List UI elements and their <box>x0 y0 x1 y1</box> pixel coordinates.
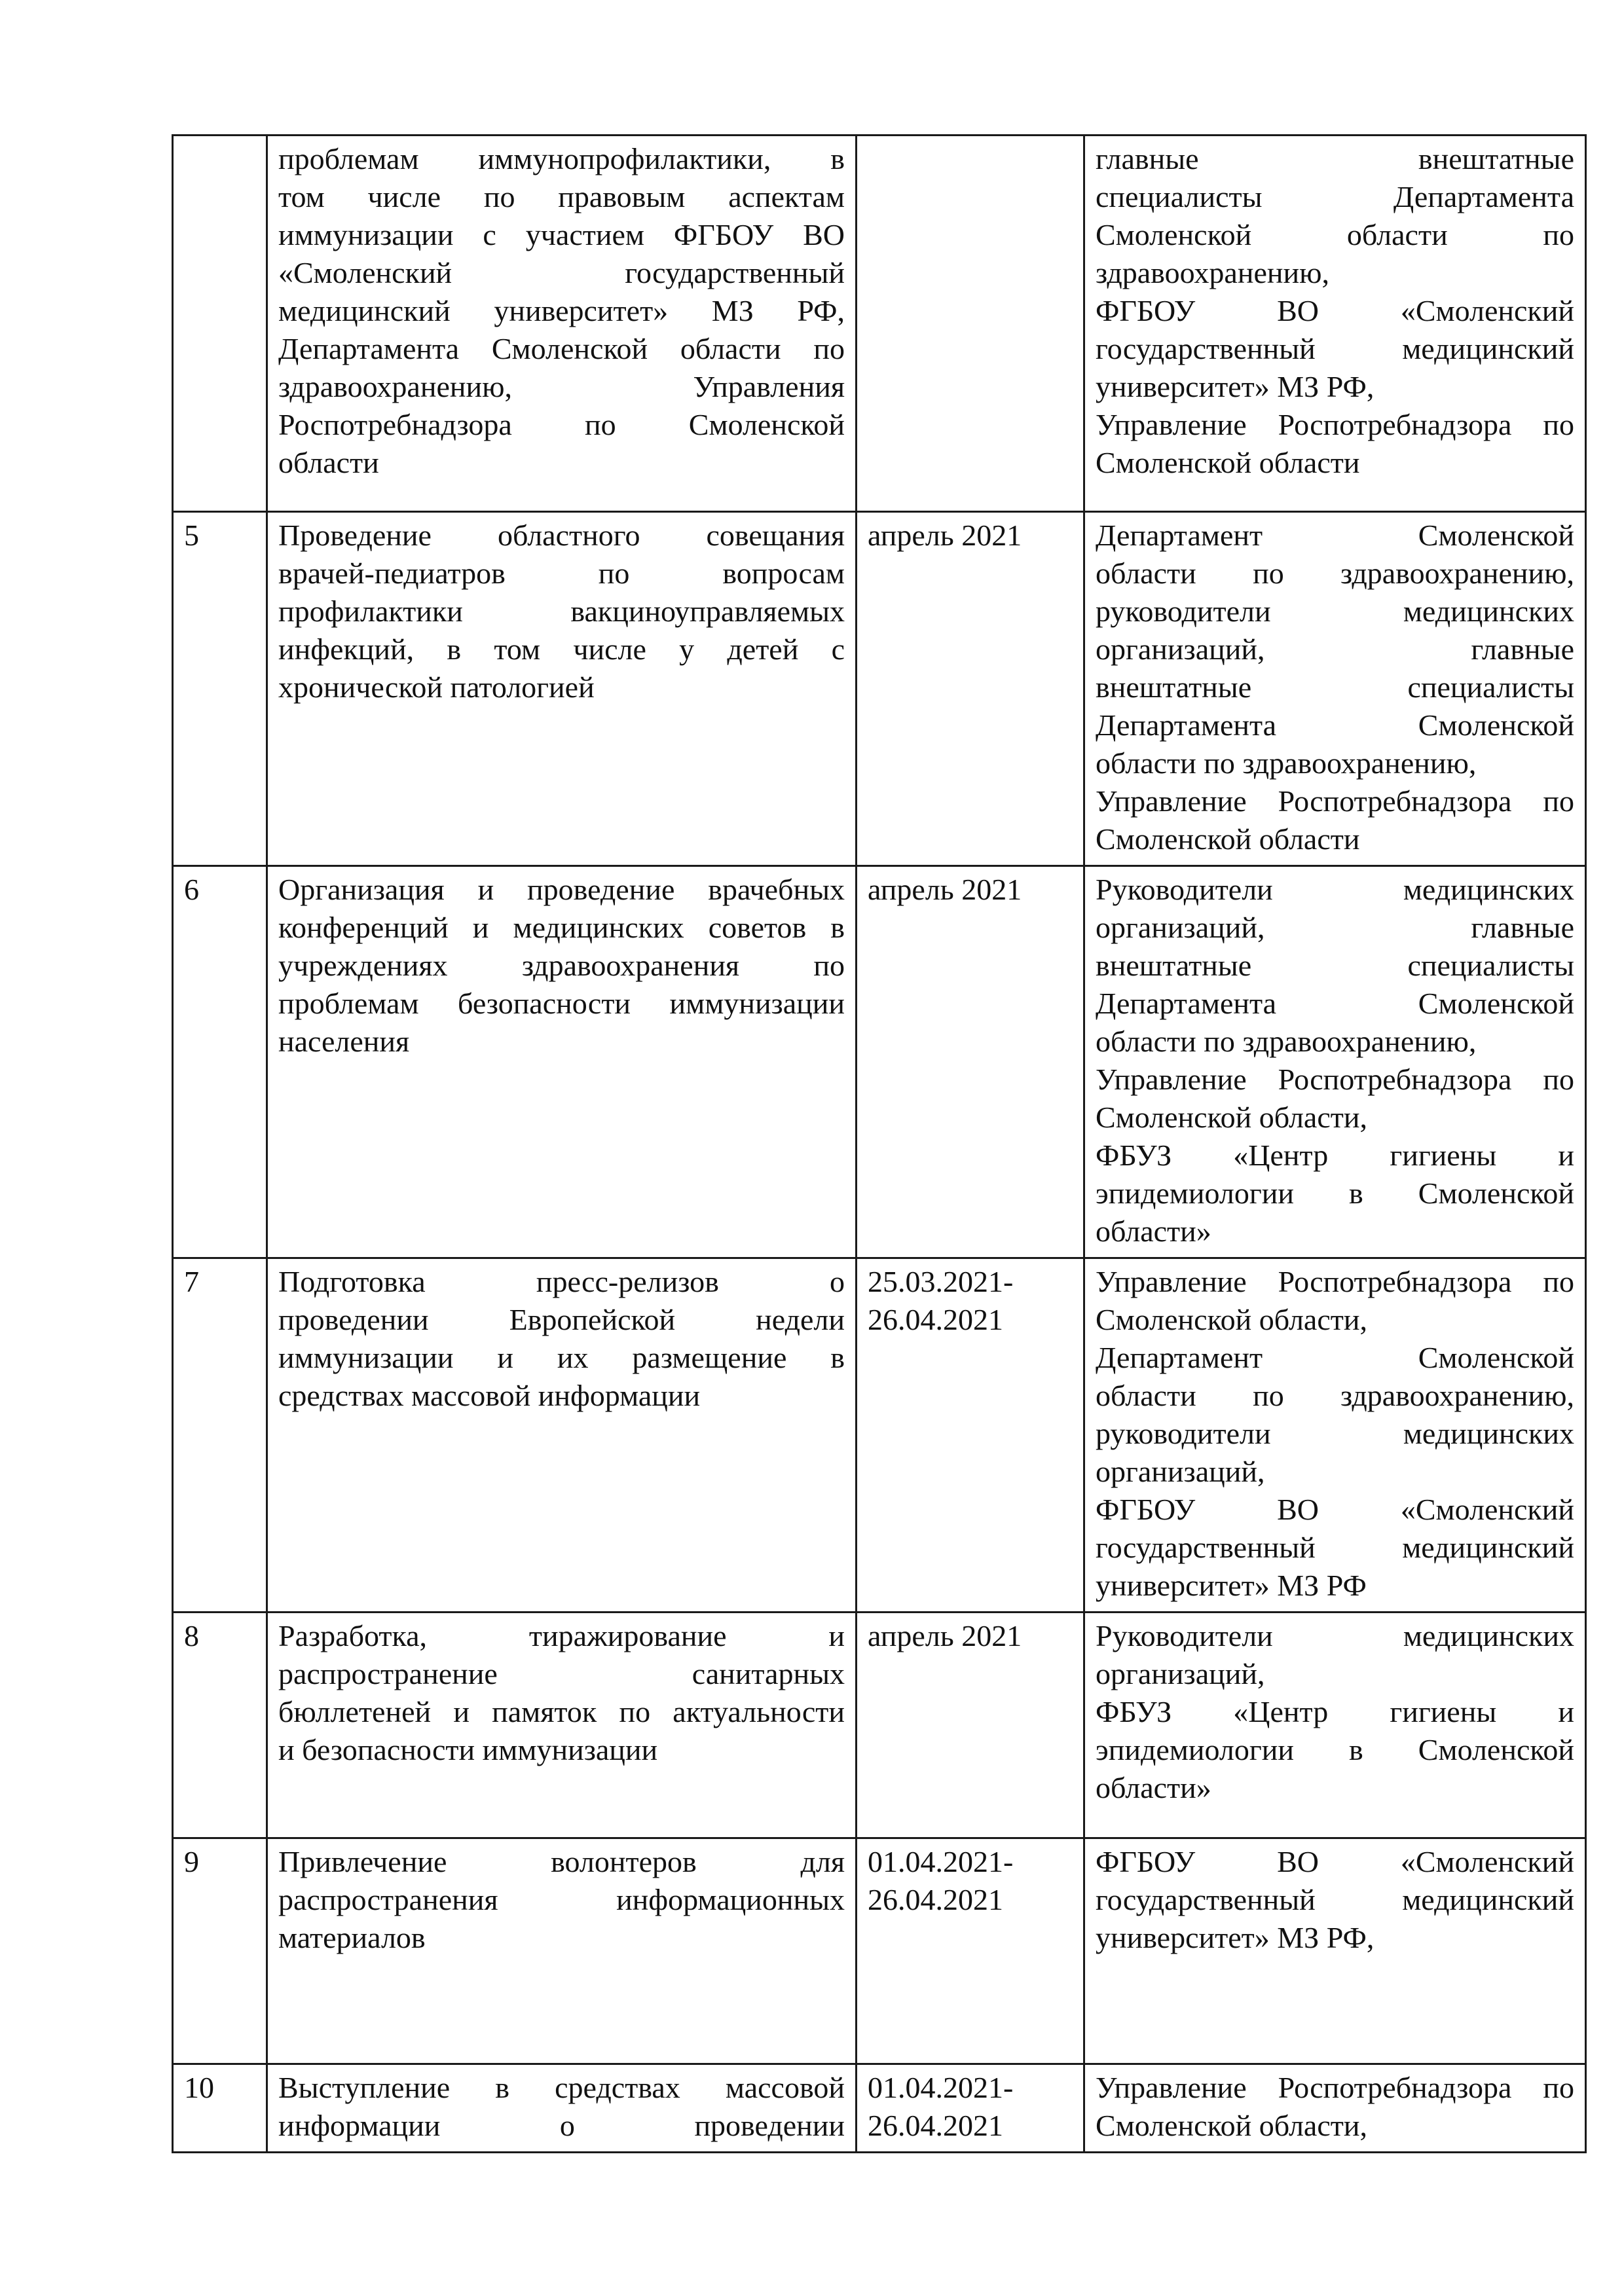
activity-line: Проведение областного совещания <box>278 519 845 552</box>
activity-line: инфекций, в том числе у детей с <box>278 632 845 666</box>
responsible-line: организаций, главные <box>1096 911 1574 944</box>
responsible-line: университет» МЗ РФ, <box>1096 1921 1375 1954</box>
responsible-line: Управление Роспотребнадзора по <box>1096 784 1574 818</box>
date-line: апрель 2021 <box>868 873 1022 906</box>
table-row <box>173 1838 1586 2064</box>
activity-cell <box>267 512 857 866</box>
activity-cell <box>267 136 857 512</box>
responsible-line: области» <box>1096 1214 1211 1248</box>
date-cell <box>857 2064 1084 2153</box>
responsible-line: области» <box>1096 1771 1211 1804</box>
responsible-line: здравоохранению, <box>1096 256 1329 289</box>
responsible-line: Управление Роспотребнадзора по <box>1096 1265 1574 1298</box>
responsible-cell <box>1084 2064 1586 2153</box>
responsible-line: Руководители медицинских <box>1096 1619 1574 1652</box>
responsible-line: области по здравоохранению, <box>1096 1379 1574 1412</box>
row-number: 6 <box>173 866 267 1258</box>
activity-line: области <box>278 446 379 479</box>
activity-line: хронической патологией <box>278 670 595 704</box>
responsible-line: организаций, <box>1096 1657 1265 1690</box>
responsible-line: Смоленской области, <box>1096 1101 1367 1134</box>
responsible-cell <box>1084 512 1586 866</box>
responsible-line: государственный медицинский <box>1096 332 1574 365</box>
row-number: 5 <box>173 512 267 866</box>
responsible-line: Смоленской области <box>1096 446 1360 479</box>
activity-line: том числе по правовым аспектам <box>278 180 845 213</box>
responsible-line: Смоленской области по <box>1096 218 1574 251</box>
activity-line: Подготовка пресс-релизов о <box>278 1265 845 1298</box>
activity-line: средствах массовой информации <box>278 1379 701 1412</box>
activity-line: населения <box>278 1025 410 1058</box>
activity-line: и безопасности иммунизации <box>278 1733 658 1766</box>
responsible-line: эпидемиологии в Смоленской <box>1096 1176 1574 1210</box>
responsible-line: эпидемиологии в Смоленской <box>1096 1733 1574 1766</box>
table-row <box>173 1258 1586 1613</box>
responsible-line: руководители медицинских <box>1096 594 1574 628</box>
date-cell <box>857 1258 1084 1613</box>
responsible-line: области по здравоохранению, <box>1096 556 1574 590</box>
date-cell <box>857 512 1084 866</box>
responsible-line: Департамента Смоленской <box>1096 708 1574 742</box>
table-row <box>173 866 1586 1258</box>
date-line: апрель 2021 <box>868 1619 1022 1652</box>
table-row <box>173 2064 1586 2153</box>
activity-line: иммунизации с участием ФГБОУ ВО <box>278 218 845 251</box>
responsible-line: государственный медицинский <box>1096 1531 1574 1564</box>
responsible-line: внештатные специалисты <box>1096 670 1574 704</box>
activity-cell <box>267 1613 857 1838</box>
date-line: 01.04.2021- <box>868 1845 1014 1878</box>
responsible-line: внештатные специалисты <box>1096 949 1574 982</box>
responsible-line: организаций, главные <box>1096 632 1574 666</box>
date-line: 01.04.2021- <box>868 2071 1014 2104</box>
responsible-cell <box>1084 1258 1586 1613</box>
responsible-cell <box>1084 866 1586 1258</box>
responsible-line: специалисты Департамента <box>1096 180 1574 213</box>
activity-line: Привлечение волонтеров для <box>278 1845 845 1878</box>
date-line: 26.04.2021 <box>868 1303 1003 1336</box>
activity-line: материалов <box>278 1921 426 1954</box>
activity-line: иммунизации и их размещение в <box>278 1341 845 1374</box>
activity-line: Роспотребнадзора по Смоленской <box>278 408 845 441</box>
table-row <box>173 512 1586 866</box>
table-row <box>173 136 1586 512</box>
date-line: 26.04.2021 <box>868 1883 1003 1916</box>
date-cell <box>857 1613 1084 1838</box>
date-line: 25.03.2021- <box>868 1265 1014 1298</box>
responsible-line: Управление Роспотребнадзора по <box>1096 2071 1574 2104</box>
responsible-line: университет» МЗ РФ, <box>1096 370 1375 403</box>
activity-line: Разработка, тиражирование и <box>278 1619 845 1652</box>
responsible-line: ФГБОУ ВО «Смоленский <box>1096 1845 1574 1878</box>
responsible-line: Управление Роспотребнадзора по <box>1096 408 1574 441</box>
row-number: 9 <box>173 1838 267 2064</box>
responsible-cell <box>1084 1838 1586 2064</box>
activity-line: проблемам безопасности иммунизации <box>278 987 845 1020</box>
responsible-cell <box>1084 1613 1586 1838</box>
responsible-line: ФГБОУ ВО «Смоленский <box>1096 294 1574 327</box>
responsible-line: университет» МЗ РФ <box>1096 1569 1367 1602</box>
responsible-line: области по здравоохранению, <box>1096 746 1477 780</box>
responsible-line: главные внештатные <box>1096 142 1574 175</box>
activity-line: профилактики вакциноуправляемых <box>278 594 845 628</box>
activity-cell <box>267 866 857 1258</box>
activity-line: Организация и проведение врачебных <box>278 873 845 906</box>
responsible-line: области по здравоохранению, <box>1096 1025 1477 1058</box>
responsible-cell <box>1084 136 1586 512</box>
activity-line: распространения информационных <box>278 1883 845 1916</box>
responsible-line: ФГБОУ ВО «Смоленский <box>1096 1493 1574 1526</box>
responsible-line: государственный медицинский <box>1096 1883 1574 1916</box>
activity-line: проведении Европейской недели <box>278 1303 845 1336</box>
responsible-line: Департамент Смоленской <box>1096 1341 1574 1374</box>
activity-line: информации о проведении <box>278 2109 845 2142</box>
activity-line: медицинский университет» МЗ РФ, <box>278 294 845 327</box>
responsible-line: ФБУЗ «Центр гигиены и <box>1096 1695 1574 1728</box>
responsible-line: Руководители медицинских <box>1096 873 1574 906</box>
activity-line: здравоохранению, Управления <box>278 370 845 403</box>
date-cell <box>857 136 1084 512</box>
activity-line: врачей-педиатров по вопросам <box>278 556 845 590</box>
table-row <box>173 1613 1586 1838</box>
row-number: 7 <box>173 1258 267 1613</box>
activity-cell <box>267 1838 857 2064</box>
responsible-line: Смоленской области, <box>1096 2109 1367 2142</box>
activity-line: «Смоленский государственный <box>278 256 845 289</box>
date-cell <box>857 1838 1084 2064</box>
row-number: 10 <box>173 2064 267 2153</box>
event-plan-table <box>172 134 1587 2153</box>
activity-line: учреждениях здравоохранения по <box>278 949 845 982</box>
activity-line: распространение санитарных <box>278 1657 845 1690</box>
date-line: апрель 2021 <box>868 519 1022 552</box>
responsible-line: руководители медицинских <box>1096 1417 1574 1450</box>
activity-line: Департамента Смоленской области по <box>278 332 845 365</box>
activity-cell <box>267 1258 857 1613</box>
responsible-line: Департамент Смоленской <box>1096 519 1574 552</box>
responsible-line: Смоленской области, <box>1096 1303 1367 1336</box>
responsible-line: Управление Роспотребнадзора по <box>1096 1063 1574 1096</box>
activity-line: бюллетеней и памяток по актуальности <box>278 1695 845 1728</box>
activity-line: конференций и медицинских советов в <box>278 911 845 944</box>
responsible-line: ФБУЗ «Центр гигиены и <box>1096 1139 1574 1172</box>
activity-line: проблемам иммунопрофилактики, в <box>278 142 845 175</box>
date-line: 26.04.2021 <box>868 2109 1003 2142</box>
activity-cell <box>267 2064 857 2153</box>
date-cell <box>857 866 1084 1258</box>
activity-line: Выступление в средствах массовой <box>278 2071 845 2104</box>
responsible-line: Департамента Смоленской <box>1096 987 1574 1020</box>
responsible-line: организаций, <box>1096 1455 1265 1488</box>
responsible-line: Смоленской области <box>1096 822 1360 856</box>
row-number: 8 <box>173 1613 267 1838</box>
row-number <box>173 136 267 512</box>
